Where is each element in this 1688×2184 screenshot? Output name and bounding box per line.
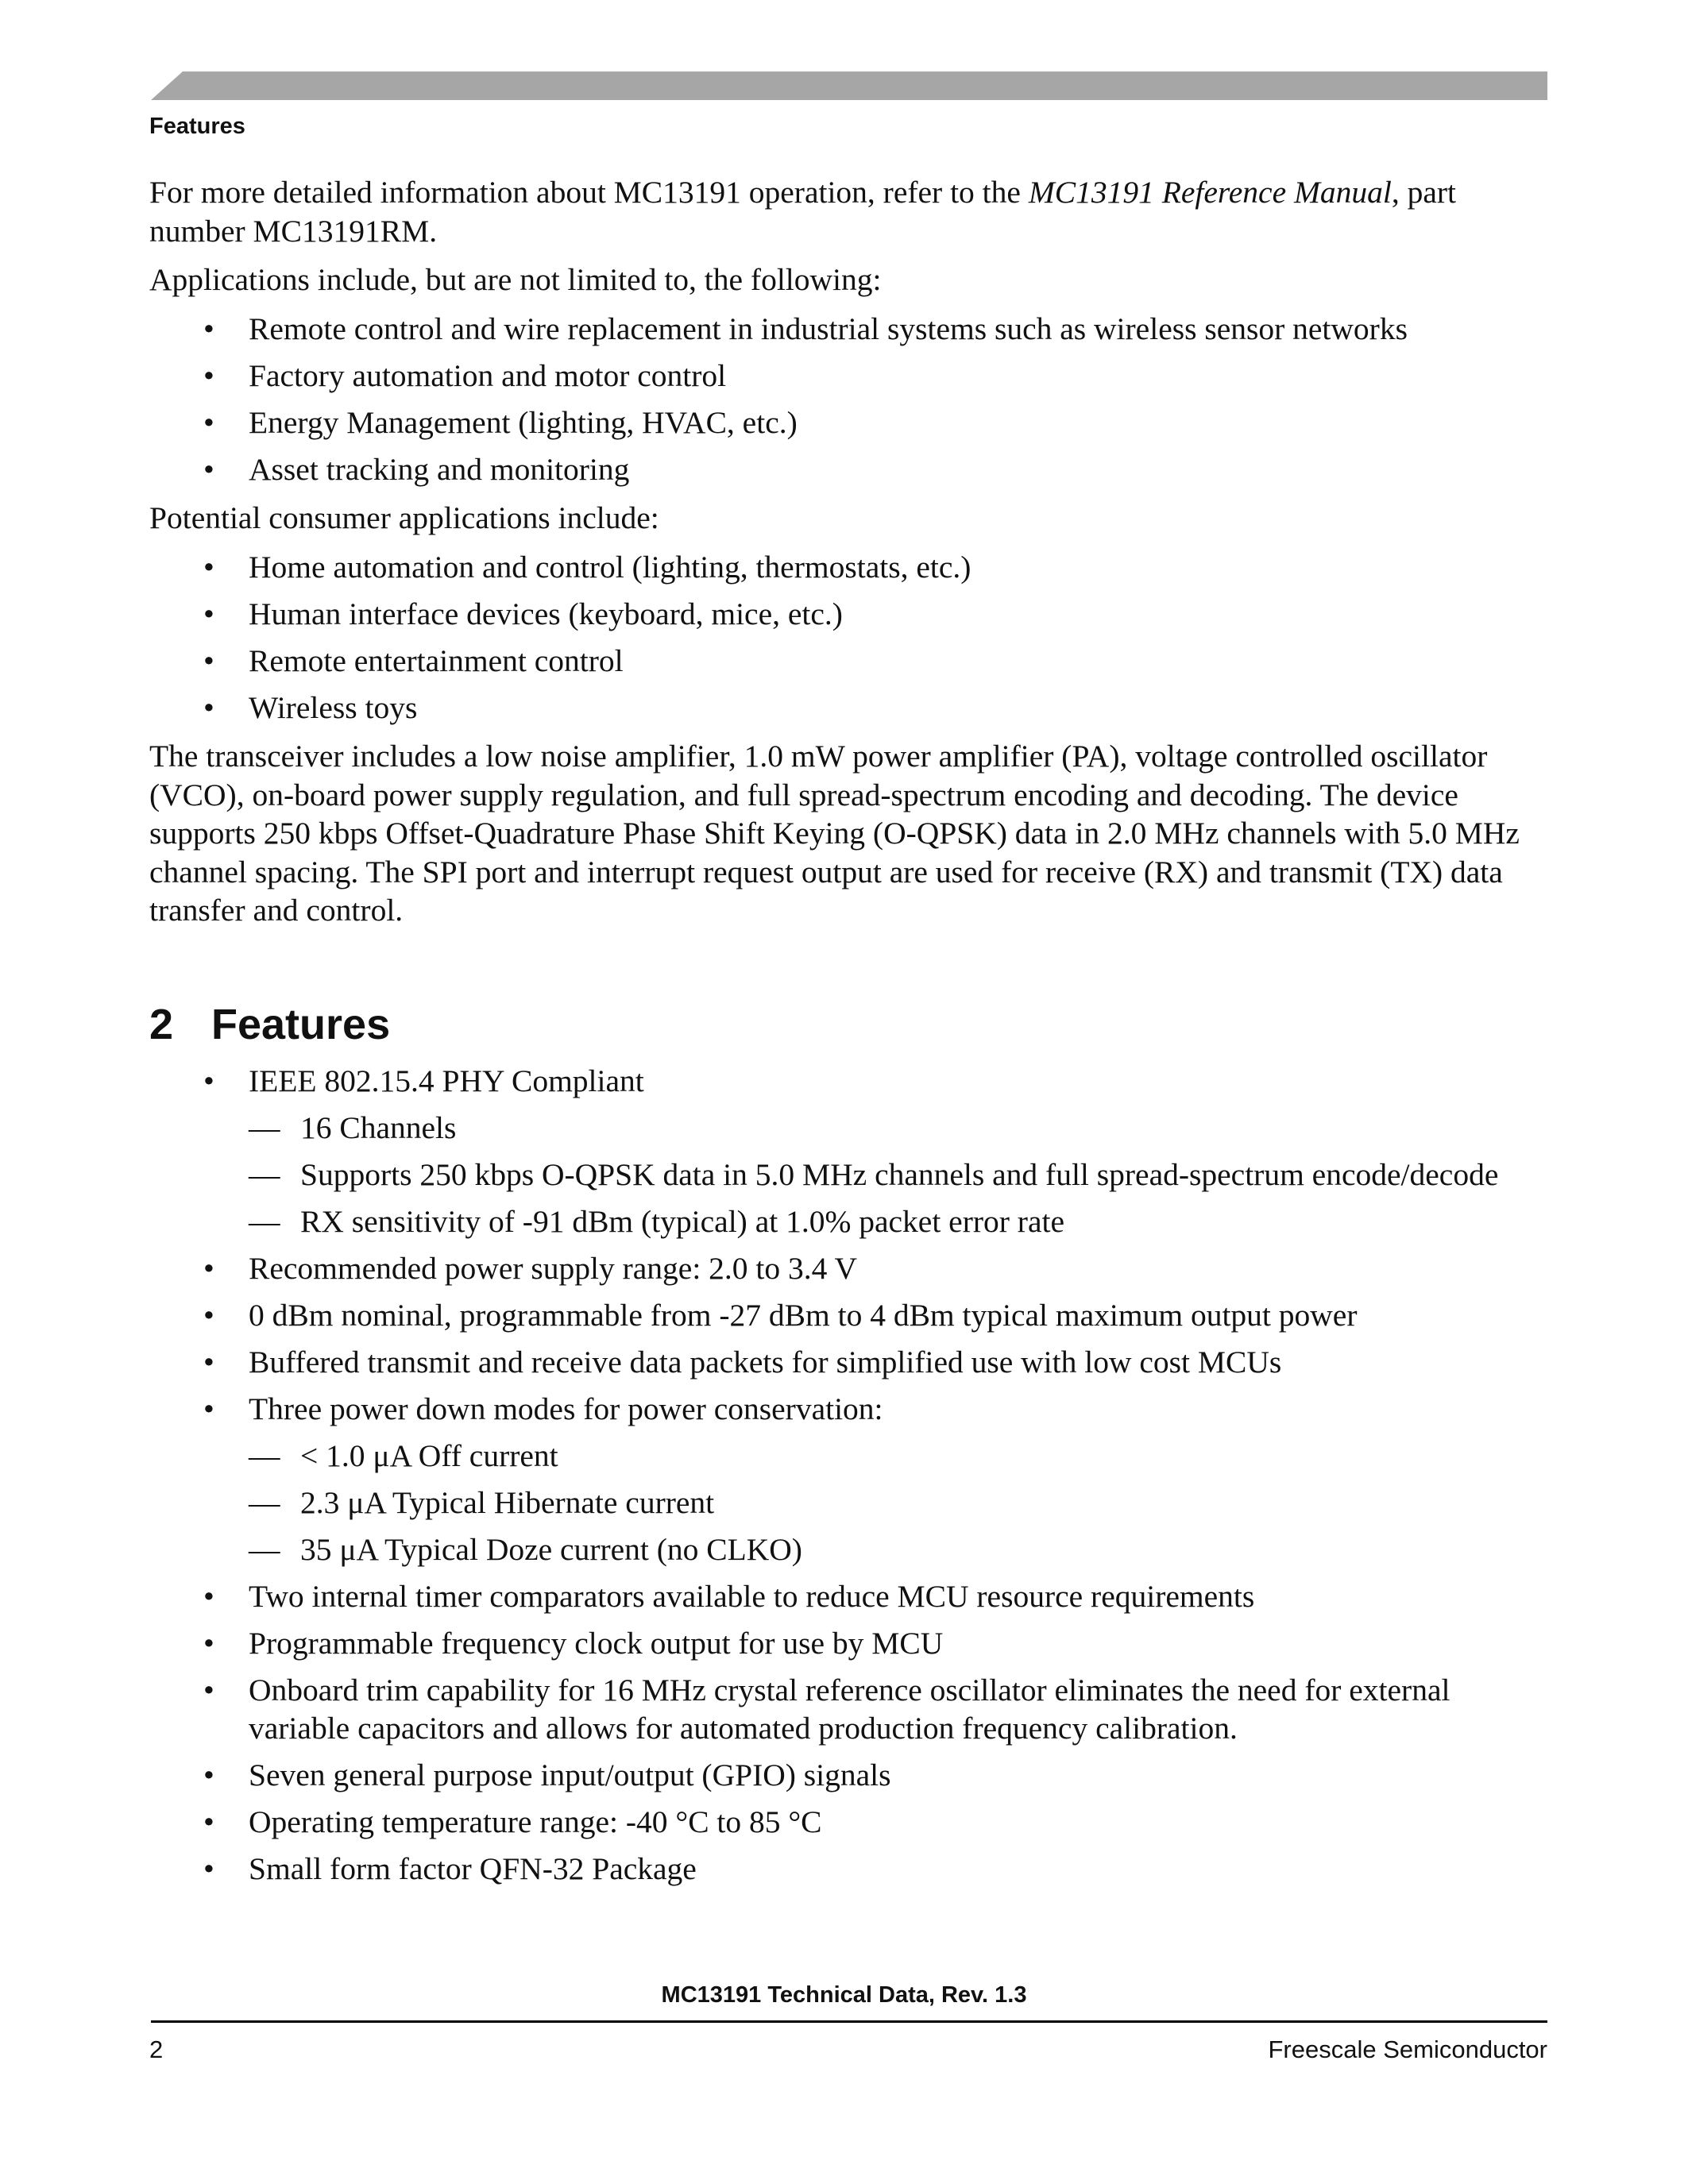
bullet-icon: • [203, 1297, 214, 1333]
list-item [149, 1671, 1547, 1748]
sub-list-item [249, 1484, 1547, 1522]
bullet-icon: • [203, 1578, 214, 1614]
sub-list-item-text: 2.3 μA Typical Hibernate current [300, 1484, 715, 1520]
page-number: 2 [149, 2035, 164, 2063]
sub-list-item [249, 1437, 1547, 1476]
bullet-icon: • [203, 1851, 214, 1886]
applications-lead: Applications include, but are not limited to, the following: [149, 262, 882, 297]
bullet-icon: • [203, 642, 214, 678]
list-item-text: Wireless toys [249, 689, 418, 725]
sub-list-item [249, 1202, 1547, 1241]
section-title: Features [211, 1000, 391, 1048]
intro-paragraph [149, 173, 1547, 250]
list-item [149, 1577, 1547, 1616]
list-item-text: Remote control and wire replacement in industrial systems such as wireless sensor networks [249, 311, 1408, 346]
list-item [149, 642, 1547, 681]
applications-list [149, 310, 1547, 489]
sub-list [249, 1109, 1547, 1241]
list-item-text: Seven general purpose input/output (GPIO) signals [249, 1758, 891, 1792]
running-head: Features [149, 114, 245, 139]
bullet-icon: • [203, 451, 214, 487]
transceiver-paragraph: The transceiver includes a low noise amplifier, 1.0 mW power amplifier (PA), voltage controlled oscillator (VCO), on-board power supply regulation, and full spread-spectrum encoding and decoding. The device supports 250 kbps Offset-Quadrature Phase Shift Keying (O-QPSK) data in 2.0 MHz channels with 5.0 MHz channel spacing. The SPI port and interrupt request output are used for receive (RX) and transmit (TX) data transfer and control. [149, 739, 1520, 928]
list-item [149, 548, 1547, 587]
list-item [149, 595, 1547, 634]
bullet-icon: • [203, 1250, 214, 1286]
bullet-icon: • [203, 1391, 214, 1426]
list-item [149, 1850, 1547, 1889]
features-list [149, 1062, 1547, 1889]
bullet-icon: • [203, 689, 214, 725]
sub-list-item-text: 16 Channels [300, 1109, 457, 1145]
list-item-text: Three power down modes for power conservation: [249, 1391, 883, 1426]
sub-list-item-text: 35 μA Typical Doze current (no CLKO) [300, 1531, 802, 1567]
list-item [149, 1756, 1547, 1795]
sub-list-item-text: RX sensitivity of -91 dBm (typical) at 1.0% packet error rate [300, 1203, 1064, 1239]
list-item-text: Programmable frequency clock output for use by MCU [249, 1625, 944, 1661]
sub-list [249, 1437, 1547, 1569]
list-item [149, 310, 1547, 349]
list-item [149, 1062, 1547, 1241]
company-name: Freescale Semiconductor [1268, 2035, 1547, 2063]
list-item [149, 403, 1547, 442]
bullet-icon: • [203, 1758, 214, 1792]
list-item-text: IEEE 802.15.4 PHY Compliant [249, 1063, 644, 1098]
header-decorative-bar [151, 71, 1547, 100]
section-number: 2 [149, 1000, 174, 1048]
dash-icon: — [249, 1156, 280, 1192]
list-item-text: Two internal timer comparators available to reduce MCU resource requirements [249, 1578, 1255, 1614]
list-item-text: Asset tracking and monitoring [249, 451, 630, 487]
intro-text-before: For more detailed information about MC13191 operation, refer to the [149, 175, 1029, 210]
section-heading [149, 1000, 1547, 1049]
consumer-applications-list [149, 548, 1547, 727]
sub-list-item-text: < 1.0 μA Off current [300, 1437, 558, 1473]
header-bar-shape [151, 71, 1547, 100]
list-item [149, 1296, 1547, 1335]
manual-title: MC13191 Reference Manual [1028, 175, 1392, 210]
list-item-text: Energy Management (lighting, HVAC, etc.) [249, 404, 798, 440]
footer-document-title: MC13191 Technical Data, Rev. 1.3 [661, 1982, 1027, 2008]
intro-text-after: , part number MC13191RM. [149, 175, 1457, 249]
list-item-text: Home automation and control (lighting, thermostats, etc.) [249, 549, 971, 585]
list-item-text: Onboard trim capability for 16 MHz crystal reference oscillator eliminates the need for external variable capacitors and allows for automated production frequency calibration. [249, 1672, 1450, 1746]
list-item-text: Small form factor QFN-32 Package [249, 1851, 697, 1886]
bullet-icon: • [203, 596, 214, 631]
list-item [149, 1249, 1547, 1288]
dash-icon: — [249, 1531, 280, 1567]
sub-list-item [249, 1156, 1547, 1194]
list-item [149, 1343, 1547, 1382]
list-item-text: Human interface devices (keyboard, mice, etc.) [249, 596, 843, 631]
sub-list-item [249, 1109, 1547, 1148]
sub-list-item-text: Supports 250 kbps O-QPSK data in 5.0 MHz channels and full spread-spectrum encode/decode [300, 1156, 1499, 1192]
bullet-icon: • [203, 357, 214, 393]
list-item-text: Recommended power supply range: 2.0 to 3.4 V [249, 1250, 858, 1286]
bullet-icon: • [203, 549, 214, 585]
list-item [149, 1624, 1547, 1663]
dash-icon: — [249, 1109, 280, 1145]
bullet-icon: • [203, 1672, 214, 1707]
list-item-text: Buffered transmit and receive data packets for simplified use with low cost MCUs [249, 1344, 1282, 1379]
dash-icon: — [249, 1484, 280, 1520]
bullet-icon: • [203, 1625, 214, 1661]
list-item [149, 1803, 1547, 1842]
sub-list-item [249, 1530, 1547, 1569]
footer-rule [151, 2020, 1547, 2023]
list-item-text: Remote entertainment control [249, 642, 624, 678]
main-content [149, 173, 1547, 1899]
list-item-text: Factory automation and motor control [249, 357, 727, 393]
list-item [149, 689, 1547, 727]
dash-icon: — [249, 1203, 280, 1239]
list-item [149, 450, 1547, 489]
bullet-icon: • [203, 311, 214, 346]
dash-icon: — [249, 1437, 280, 1473]
list-item [149, 1390, 1547, 1569]
list-item [149, 357, 1547, 396]
bullet-icon: • [203, 404, 214, 440]
list-item-text: Operating temperature range: -40 °C to 85 °C [249, 1804, 822, 1839]
bullet-icon: • [203, 1344, 214, 1379]
bullet-icon: • [203, 1063, 214, 1098]
consumer-lead: Potential consumer applications include: [149, 500, 659, 535]
list-item-text: 0 dBm nominal, programmable from -27 dBm to 4 dBm typical maximum output power [249, 1297, 1358, 1333]
bullet-icon: • [203, 1804, 214, 1839]
